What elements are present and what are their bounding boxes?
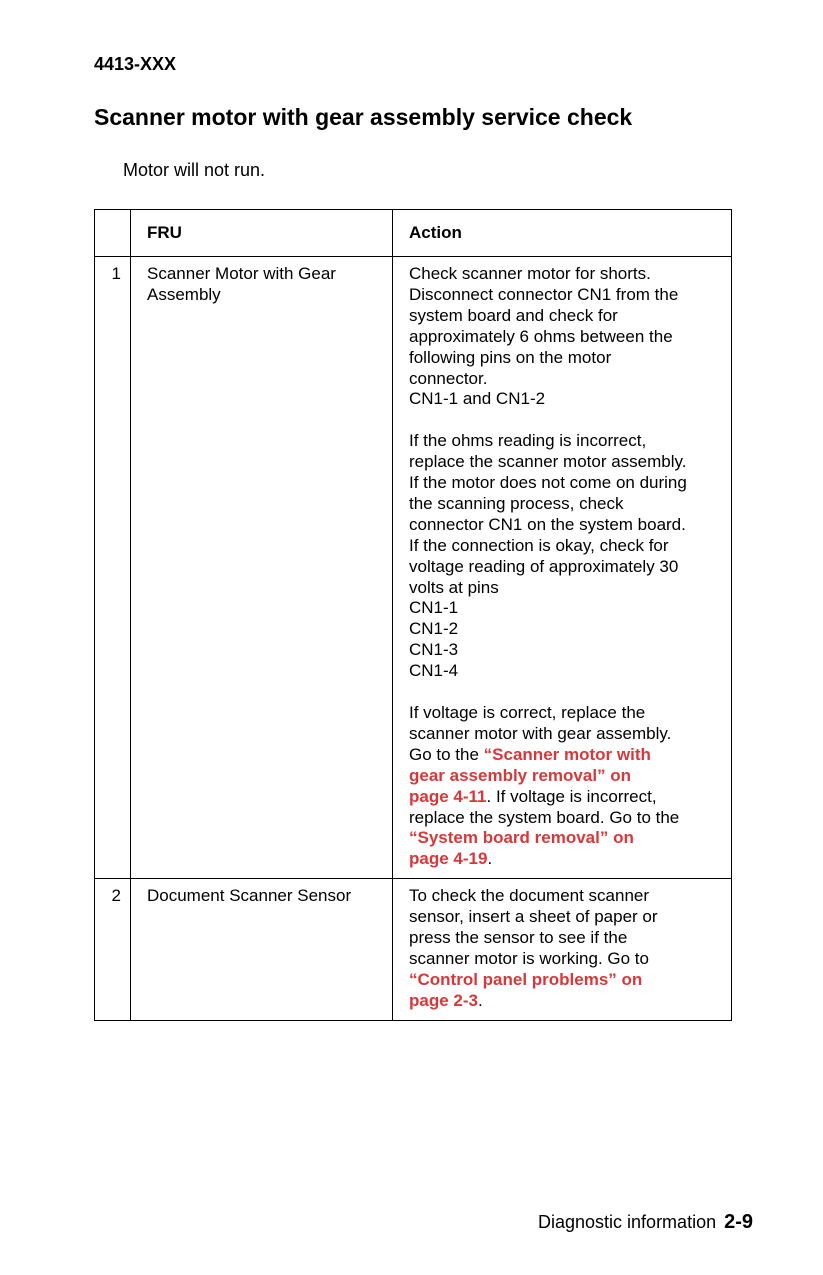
action-line: volts at pins: [409, 577, 499, 597]
table-header-row: [95, 210, 732, 257]
page-number: 2-9: [724, 1211, 753, 1233]
action-line: the scanning process, check: [409, 493, 624, 513]
xref-scanner-motor-removal-link[interactable]: “Scanner motor with: [483, 744, 651, 764]
page-footer: [538, 1211, 753, 1234]
action-line: scanner motor with gear assembly.: [409, 723, 672, 743]
action-line: connector CN1 on the system board.: [409, 514, 686, 534]
action-text: Go to the: [409, 744, 484, 764]
action-line: If the connection is okay, check for: [409, 535, 669, 555]
action-line: connector.: [409, 368, 488, 388]
action-line: CN1-4: [409, 661, 459, 681]
action-line: [409, 828, 721, 849]
action-line: replace the system board. Go to the: [409, 807, 680, 827]
action-line: press the sensor to see if the: [409, 928, 628, 948]
action-cell: [393, 879, 732, 1020]
action-line: replace the scanner motor assembly.: [409, 452, 687, 472]
xref-scanner-motor-removal-link[interactable]: page 4-11: [409, 786, 487, 806]
action-line: If the motor does not come on during: [409, 473, 687, 493]
action-line: voltage reading of approximately 30: [409, 556, 679, 576]
action-paragraph: [409, 431, 721, 682]
action-text: . If voltage is incorrect,: [486, 786, 657, 806]
action-line: [409, 787, 721, 808]
action-cell: [393, 257, 732, 879]
action-line: CN1-1: [409, 598, 459, 618]
action-line: CN1-3: [409, 640, 459, 660]
header-fru: FRU: [131, 210, 393, 257]
xref-system-board-removal-link[interactable]: “System board removal” on: [409, 828, 634, 848]
action-line: [409, 766, 721, 787]
action-line: following pins on the motor: [409, 347, 612, 367]
action-line: scanner motor is working. Go to: [409, 948, 649, 968]
action-line: CN1-2: [409, 619, 459, 639]
action-paragraph: [409, 703, 721, 870]
action-line: [409, 745, 721, 766]
page-title: Scanner motor with gear assembly service check: [94, 104, 633, 130]
action-line: To check the document scanner: [409, 886, 650, 906]
action-line: [409, 849, 721, 870]
fru-name: Scanner Motor with Gear Assembly: [131, 257, 393, 879]
step-number: 2: [95, 879, 131, 1020]
action-line: Disconnect connector CN1 from the: [409, 284, 679, 304]
action-line: sensor, insert a sheet of paper or: [409, 907, 658, 927]
step-number: 1: [95, 257, 131, 879]
header-action: Action: [393, 210, 732, 257]
footer-section-title: Diagnostic information: [538, 1212, 717, 1232]
action-line: If voltage is correct, replace the: [409, 703, 646, 722]
action-paragraph: [409, 264, 721, 410]
document-id: 4413-XXX: [94, 54, 177, 74]
table-row: [95, 257, 732, 879]
service-check-table: [94, 209, 732, 1021]
action-line: [409, 991, 721, 1012]
header-step: [95, 210, 131, 257]
xref-control-panel-problems-link[interactable]: “Control panel problems” on: [409, 969, 643, 989]
xref-scanner-motor-removal-link[interactable]: gear assembly removal” on: [409, 765, 632, 785]
action-line: CN1-1 and CN1-2: [409, 389, 546, 409]
action-line: system board and check for: [409, 305, 618, 325]
action-text: .: [477, 990, 483, 1010]
action-line: approximately 6 ohms between the: [409, 326, 673, 346]
action-line: Check scanner motor for shorts.: [409, 264, 651, 283]
action-text: .: [487, 849, 493, 869]
action-line: [409, 970, 721, 991]
xref-system-board-removal-link[interactable]: page 4-19: [409, 849, 488, 869]
symptom-text: Motor will not run.: [123, 160, 266, 180]
xref-control-panel-problems-link[interactable]: page 2-3: [409, 990, 478, 1010]
action-line: If the ohms reading is incorrect,: [409, 431, 647, 451]
fru-name: Document Scanner Sensor: [131, 879, 393, 1020]
table-row: [95, 879, 732, 1020]
